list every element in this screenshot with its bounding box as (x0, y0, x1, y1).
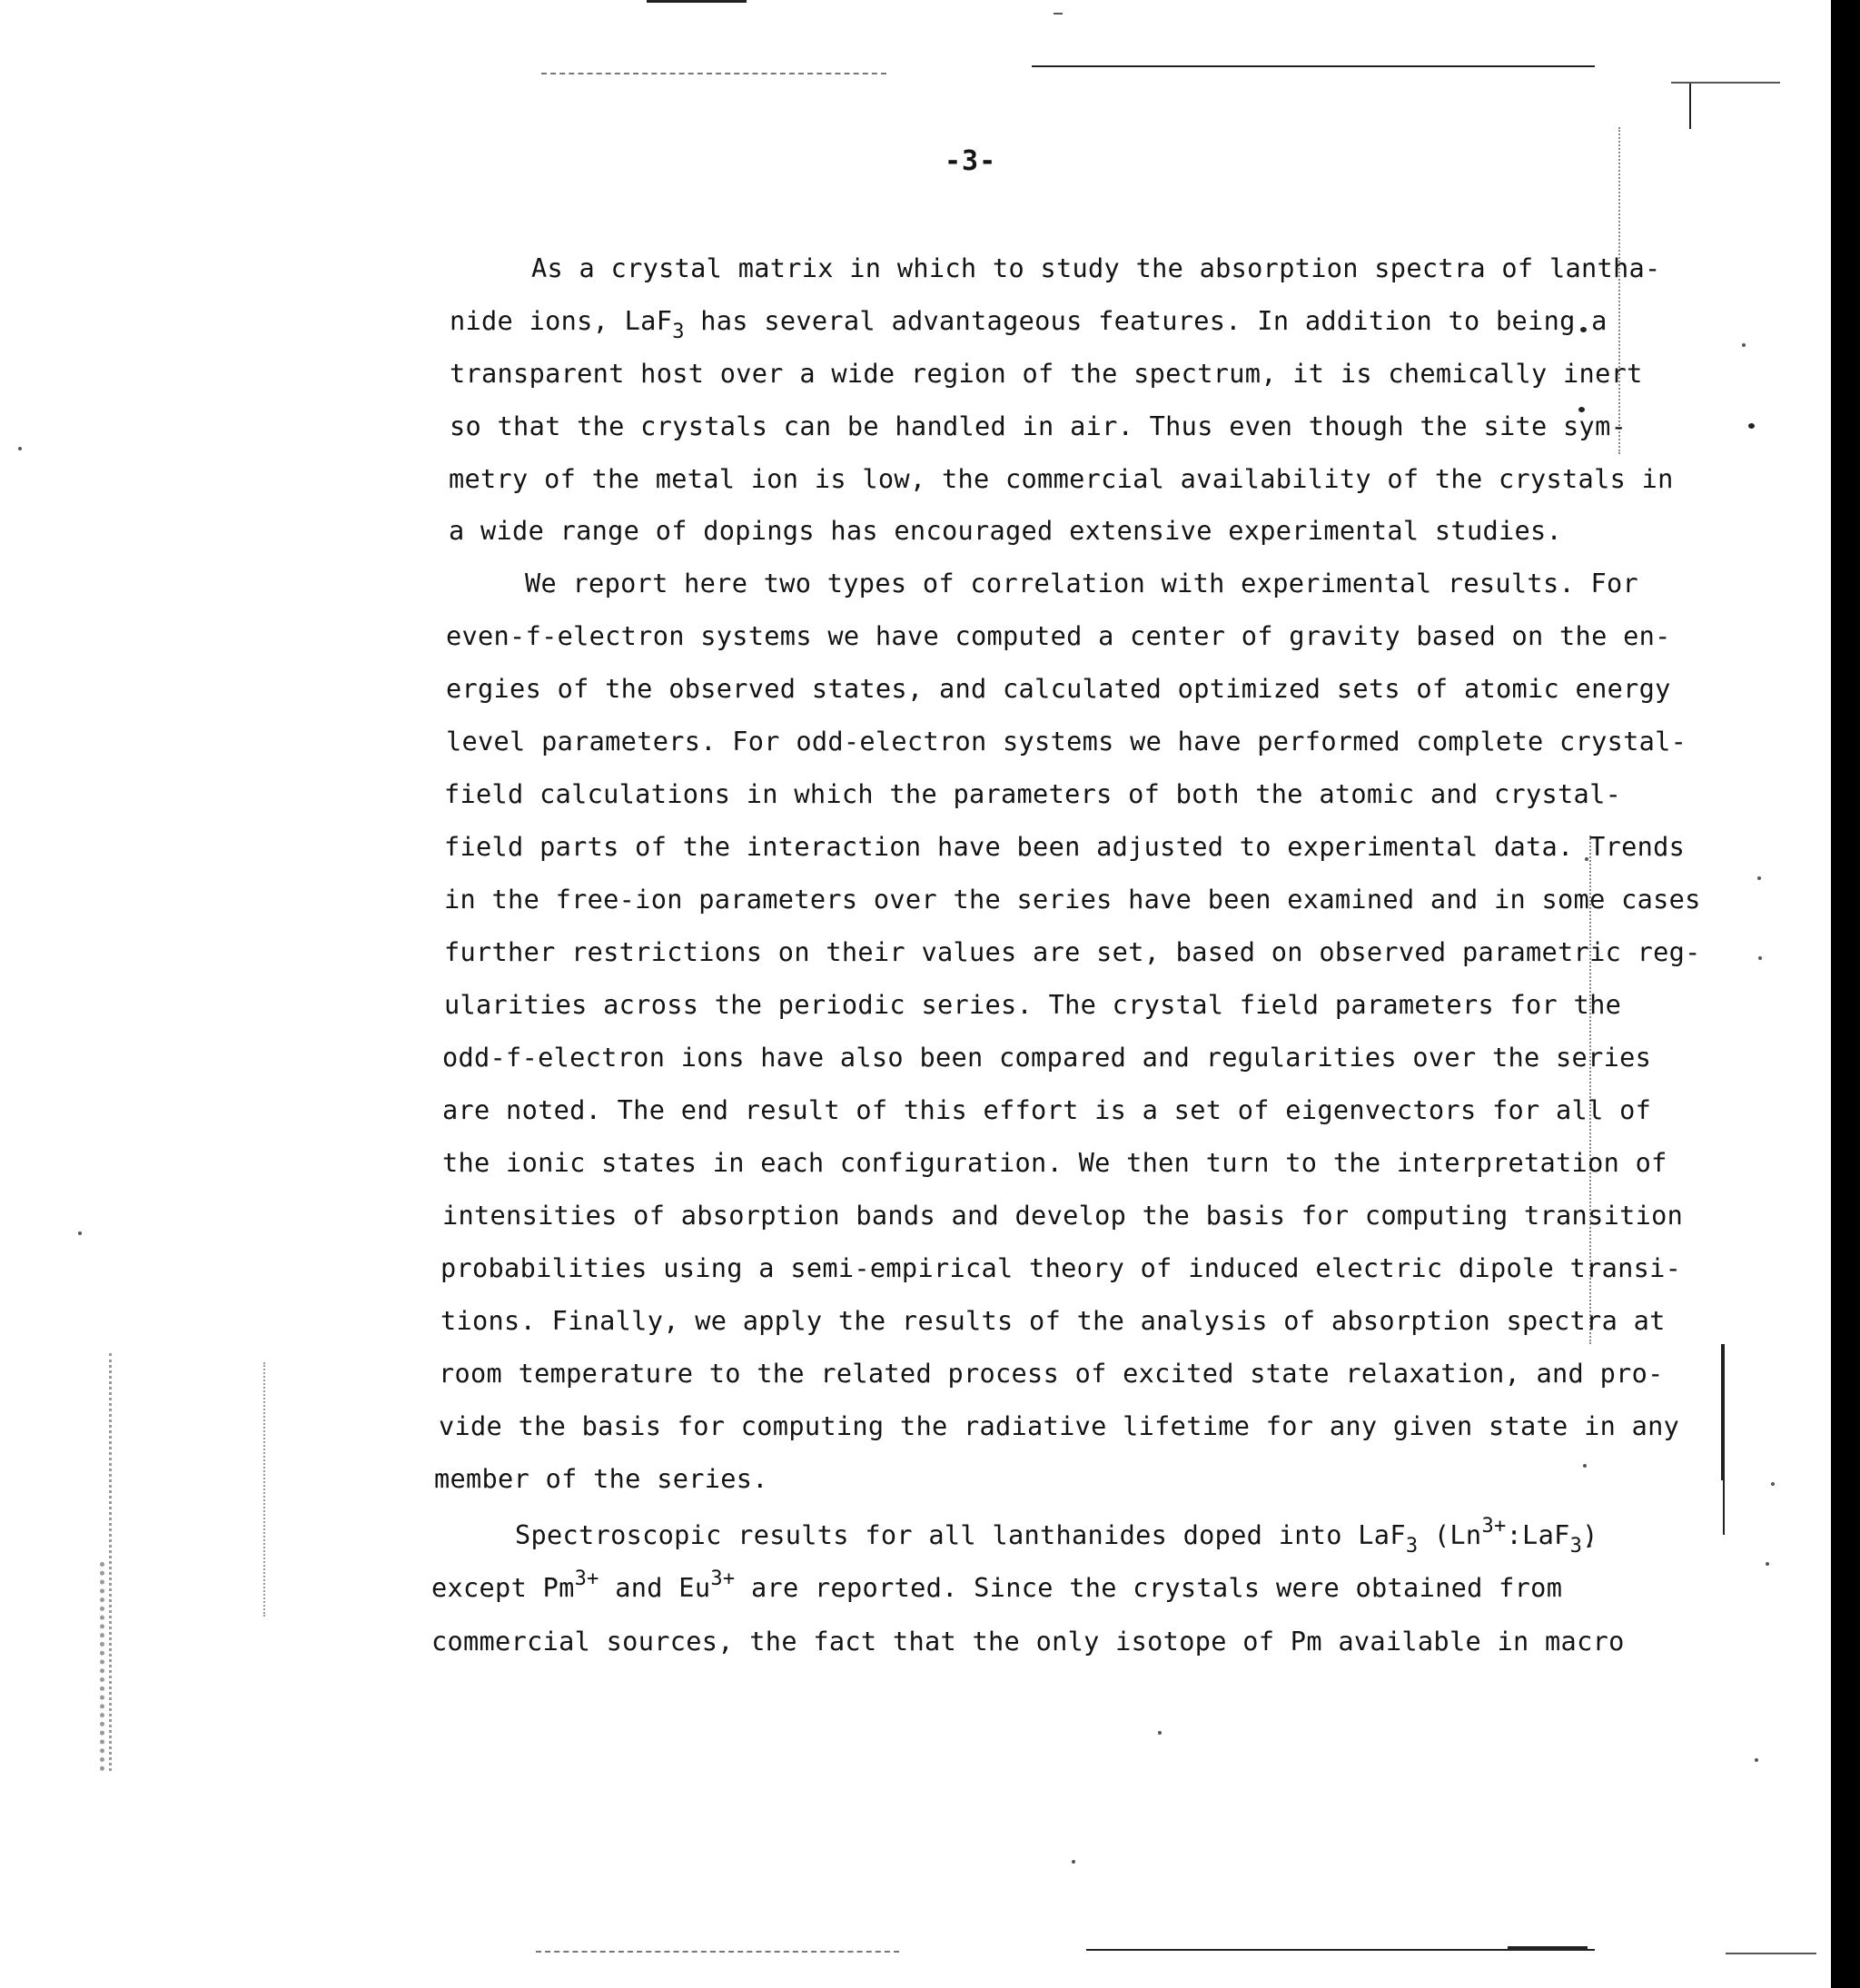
text-line: tions. Finally, we apply the results of the analysis of absorption spectra at (440, 1305, 1666, 1336)
text-line: the ionic states in each configuration. We then turn to the interpretation of (442, 1147, 1667, 1178)
speck (18, 447, 22, 450)
speck (1748, 423, 1755, 429)
header-rule-right (1032, 65, 1595, 67)
text-line: nide ions, LaF$_3$ has several advantageous features. In addition to being a (450, 305, 1608, 343)
footer-corner-rule (1726, 1953, 1816, 1954)
speck (1583, 1464, 1587, 1468)
text-line: commercial sources, the fact that the only isotope of Pm available in macro (431, 1626, 1625, 1657)
text-line: vide the basis for computing the radiative lifetime for any given state in any (439, 1410, 1680, 1441)
text-line: field parts of the interaction have been adjusted to experimental data. Trends (444, 831, 1686, 862)
text-line: transparent host over a wide region of the spectrum, it is chemically inert (450, 358, 1643, 389)
header-rule-left (541, 73, 886, 74)
scan-edge-bar (1831, 0, 1860, 1988)
top-rule-fragment (647, 0, 747, 3)
text-line: probabilities using a semi-empirical theory of induced electric dipole transi- (440, 1252, 1682, 1283)
speck (1758, 956, 1762, 960)
speck (78, 1231, 82, 1235)
corner-rule-right (1671, 82, 1780, 84)
footer-rule-heavy (1508, 1946, 1588, 1951)
text-line: even-f-electron systems we have computed a center of gravity based on the en- (446, 620, 1671, 651)
text-line: so that the crystals can be handled in air. Thus even though the site sym- (450, 410, 1628, 441)
speck (1072, 1860, 1075, 1864)
text-line: intensities of absorption bands and develop the basis for computing transition (442, 1200, 1684, 1231)
speck (1757, 876, 1761, 880)
margin-noise-left-2 (263, 1362, 265, 1617)
speck (1742, 343, 1746, 347)
text-line: a wide range of dopings has encouraged extensive experimental studies. (449, 515, 1563, 546)
text-line: As a crystal matrix in which to study the absorption spectra of lantha- (531, 252, 1661, 283)
text-line: except $Pm^{3+}$ and $Eu^{3+}$ are reported. Since the crystals were obtained from (431, 1568, 1563, 1603)
text-line: further restrictions on their values are set, based on observed parametric reg- (444, 936, 1701, 967)
text-line: metry of the metal ion is low, the commercial availability of the crystals in (449, 463, 1674, 494)
text-line: are noted. The end result of this effort is a set of eigenvectors for all of (442, 1094, 1652, 1125)
text-line: field calculations in which the parameters of both the atomic and crystal- (444, 778, 1622, 809)
speck (1755, 1758, 1758, 1762)
margin-bar-right-lower (1723, 1480, 1725, 1535)
page-number: -3- (945, 145, 997, 177)
text-line: level parameters. For odd-electron systems we have performed complete crystal- (446, 726, 1687, 757)
speck (1771, 1482, 1775, 1486)
margin-noise-left (109, 1353, 112, 1771)
footer-rule-left (536, 1951, 899, 1953)
text-line: in the free-ion parameters over the series have been examined and in some cases (444, 884, 1701, 915)
text-line: member of the series. (434, 1463, 768, 1494)
text-line: room temperature to the related process of excited state relaxation, and pro- (439, 1358, 1664, 1389)
speck (1766, 1562, 1769, 1566)
top-speck-line (1054, 13, 1063, 15)
speck (1158, 1731, 1162, 1735)
text-line: ularities across the periodic series. The crystal field parameters for the (444, 989, 1622, 1020)
margin-noise-left-dense (100, 1562, 104, 1771)
text-line: We report here two types of correlation with experimental results. For (525, 568, 1639, 598)
text-line: ergies of the observed states, and calculated optimized sets of atomic energy (446, 673, 1671, 704)
text-line: Spectroscopic results for all lanthanides doped into LaF$_3$ $(Ln^{3+}:LaF_3)$ (515, 1515, 1598, 1558)
margin-bar-right (1721, 1344, 1725, 1480)
margin-dotted-right-upper (1618, 127, 1620, 454)
text-line: odd-f-electron ions have also been compared and regularities over the series (442, 1042, 1652, 1073)
corner-tick-right (1689, 84, 1691, 129)
